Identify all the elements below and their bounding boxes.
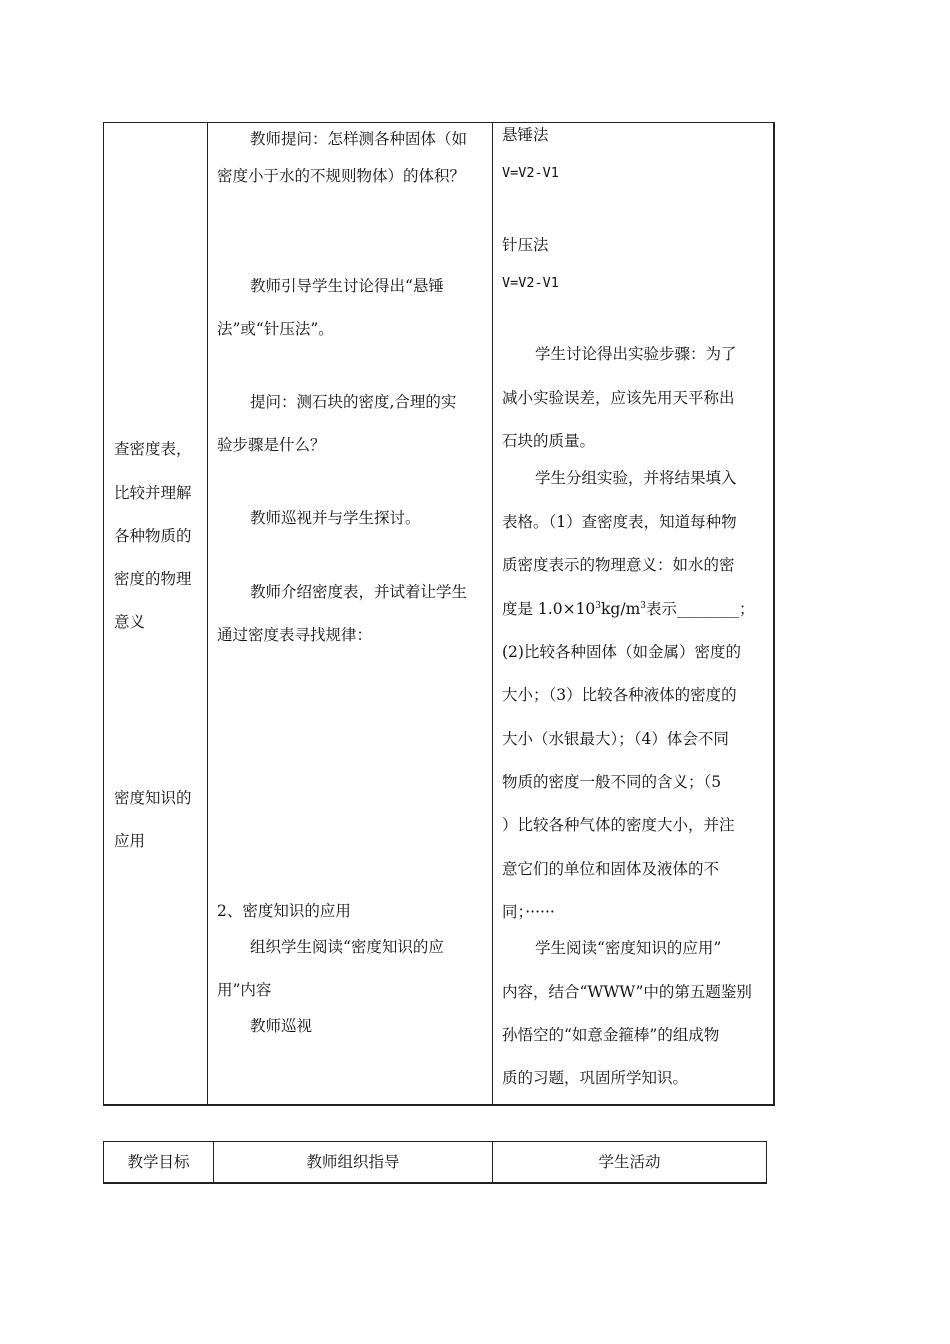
unit-exponent: 3 [640,600,646,611]
header-goal: 教学目标 [104,1142,214,1182]
student-line: 石块的质量。 [502,432,596,450]
student-line: 大小；（3）比较各种液体的密度的 [502,686,737,704]
teacher-line: 教师提问：怎样测各种固体（如 [250,130,468,148]
goal-line: 各种物质的 [114,527,192,545]
teacher-line: 提问：测石块的密度,合理的实 [250,393,457,411]
goal-line: 查密度表， [114,440,192,458]
goal-line: 密度知识的 [114,789,192,807]
student-line: (2)比较各种固体（如金属）密度的 [502,643,741,661]
student-line: 学生阅读“密度知识的应用” [535,939,722,957]
teacher-column [207,123,493,1104]
header-student: 学生活动 [598,1153,661,1171]
student-line: 质密度表示的物理意义：如水的密 [502,556,735,574]
goal-line: 意义 [114,613,146,631]
teacher-line: 教师巡视 [250,1017,313,1035]
teacher-line: 用”内容 [217,981,272,999]
teacher-line: 验步骤是什么？ [217,436,326,454]
student-line: V=V2-V1 [502,165,559,181]
teacher-line: 通过密度表寻找规律： [217,626,373,644]
lesson-table [103,122,775,1106]
goal-line: 密度的物理 [114,570,192,588]
density-text: 度是 1.0×10 [502,600,596,618]
density-example-line [502,599,755,619]
teacher-line: 组织学生阅读“密度知识的应 [250,938,444,956]
student-line: 表格。（1）查密度表，知道每种物 [502,513,737,531]
student-line: 针压法 [502,236,549,254]
header-table [103,1141,767,1184]
header-teacher: 教师组织指导 [214,1142,493,1182]
student-line: 内容，结合“WWW”中的第五题鉴别 [502,983,752,1001]
density-blank: 表示________； [646,600,755,618]
student-line: V=V2-V1 [502,275,559,291]
goal-line: 比较并理解 [114,484,192,502]
student-line: ）比较各种气体的密度大小，并注 [502,816,735,834]
goal-column [104,123,208,1104]
student-column [492,123,773,1104]
student-line: 悬锤法 [502,126,549,144]
student-line: 大小（水银最大）；（4）体会不同 [502,730,729,748]
student-line: 减小实验误差，应该先用天平称出 [502,389,735,407]
student-line: 孙悟空的“如意金箍棒”的组成物 [502,1026,720,1044]
student-line: 学生分组实验，并将结果填入 [535,469,737,487]
teacher-line: 密度小于水的不规则物体）的体积？ [217,167,466,185]
teacher-line: 2、密度知识的应用 [217,902,351,920]
goal-line: 应用 [114,832,146,850]
student-line: 物质的密度一般不同的含义；（5 [502,773,722,791]
teacher-line: 教师巡视并与学生探讨。 [250,509,421,527]
teacher-line: 教师介绍密度表，并试着让学生 [250,583,468,601]
student-line: 学生讨论得出实验步骤：为了 [535,345,737,363]
student-line: 同；······ [502,903,555,921]
student-line: 质的习题，巩固所学知识。 [502,1069,689,1087]
teacher-line: 法”或“针压法”。 [217,320,334,338]
student-line: 意它们的单位和固体及液体的不 [502,860,720,878]
density-unit: kg/m [601,600,641,618]
density-exponent: 3 [595,600,602,611]
teacher-line: 教师引导学生讨论得出“悬锤 [250,277,444,295]
